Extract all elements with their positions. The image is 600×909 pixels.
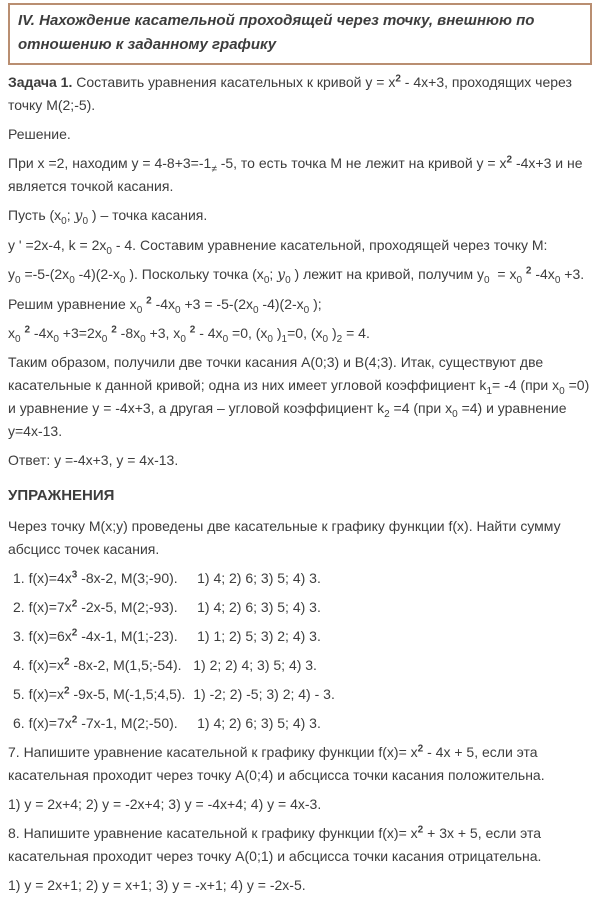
exercise-paragraph: 8. Напишите уравнение касательной к графику функции $f(x)= x^2 + 3x + 5$, если эта касательная проходит через точку A(0;1) и абсцисса точки касания отрицательна. (8, 824, 545, 864)
section-title: IV. Нахождение касательной проходящей через точку, внешнюю по отношению к заданному графику (18, 12, 535, 53)
task-paragraph: Задача 1. Составить уравнения касательных к кривой $y = x^2 - 4x+3$, проходящих через точку M(2;-5). (8, 73, 576, 113)
exercise-options: 1) y = 2x+1; 2) y = x+1; 3) y = -x+1; 4) y = -2x-5. (8, 877, 306, 893)
solution-paragraph: y ' =2x-4, $k = 2x_0 - 4$. Составим уравнение касательной, проходящей через точку M: (8, 237, 548, 257)
exercise-item: 4. $f(x)=x^2$ -8x-2, M(1,5;-54). 1) 2; 2) 4; 3) 5; 4) 3. (13, 656, 317, 673)
exercises-intro: Через точку M(x;y) проведены две касательные к графику функции f(x). Найти сумму абсцисс точек касания. (8, 518, 565, 557)
answer-paragraph: Ответ: y =-4x+3, y = 4x-13. (8, 452, 179, 468)
exercise-item: 3. $f(x)=6x^2$ -4x-1, M(1;-23). 1) 1; 2) 5; 3) 2; 4) 3. (13, 627, 321, 644)
exercise-item: 1. $f(x)=4x^3$ -8x-2, M(3;-90). 1) 4; 2) 6; 3) 5; 4) 3. (13, 569, 321, 586)
solution-paragraph: Таким образом, получили две точки касания A(0;3) и B(4;3). Итак, существуют две касательные к данной кривой; одна из них имеет угловой коэффициент $k_1= -4$ (при $x_0 =0$) и уравнение y = -4x+3, а другая – угловой коэффициент $k_2 =4$ (при $x_0 =4$) и уравнение y=4x-13. (8, 354, 594, 439)
solution-paragraph: $x_0$ $^2$ $-4x_0 +3=2x_0$ $^2$ $-8x_0 +3$, $x_0$ $^2 - 4x_0 =0$, ($x_0$ )$_1=0$, ($x_0$ )$_2 = 4$. (8, 324, 370, 345)
formula-italic: y (277, 267, 286, 283)
exercise-paragraph: 7. Напишите уравнение касательной к графику функции $f(x)= x^2 - 4x + 5$, если эта касательная проходит через точку A(0;4) и абсцисса точки касания положительна. (8, 743, 545, 783)
exercises-heading: УПРАЖНЕНИЯ (8, 487, 115, 504)
section-title-box (8, 3, 592, 65)
solution-label: Решение. (8, 126, 71, 142)
document-body (8, 71, 592, 897)
exercise-item: 6. $f(x)=7x^2$ -7x-1, M(2;-50). 1) 4; 2) 6; 3) 5; 4) 3. (13, 714, 321, 731)
exercise-item: 5. $f(x)=x^2$ -9x-5, M(-1,5;4,5). 1) -2; 2) -5; 3) 2; 4) - 3. (13, 685, 335, 702)
solution-paragraph: Пусть ($x_0$; $y_0$ ) – точка касания. (8, 207, 208, 227)
exercise-item: 2. $f(x)=7x^2$ -2x-5, M(2;-93). 1) 4; 2) 6; 3) 5; 4) 3. (13, 598, 321, 615)
solution-paragraph: Решим уравнение $x_0$ $^2$ $-4x_0 +3 = -5-(2x_0$ $-4)(2-x_0$ ); (8, 295, 322, 316)
exercise-options: 1) y = 2x+4; 2) y = -2x+4; 3) y = -4x+4; 4) y = 4x-3. (8, 796, 322, 812)
solution-paragraph: $y_0 =-5-(2x_0$ $-4)(2-x_0$ ). Поскольку точка ($x_0$; $y_0$ ) лежит на кривой, получим $y_0 = x_0$ $^2$ $-4x_0 +3$. (8, 265, 585, 286)
formula-italic: y (74, 208, 83, 224)
solution-paragraph: При x =2, находим $y = 4-8+3=-1_\ne$ -5, то есть точка M не лежит на кривой $y = x^2$ -4x+3 и не является точкой касания. (8, 154, 587, 194)
